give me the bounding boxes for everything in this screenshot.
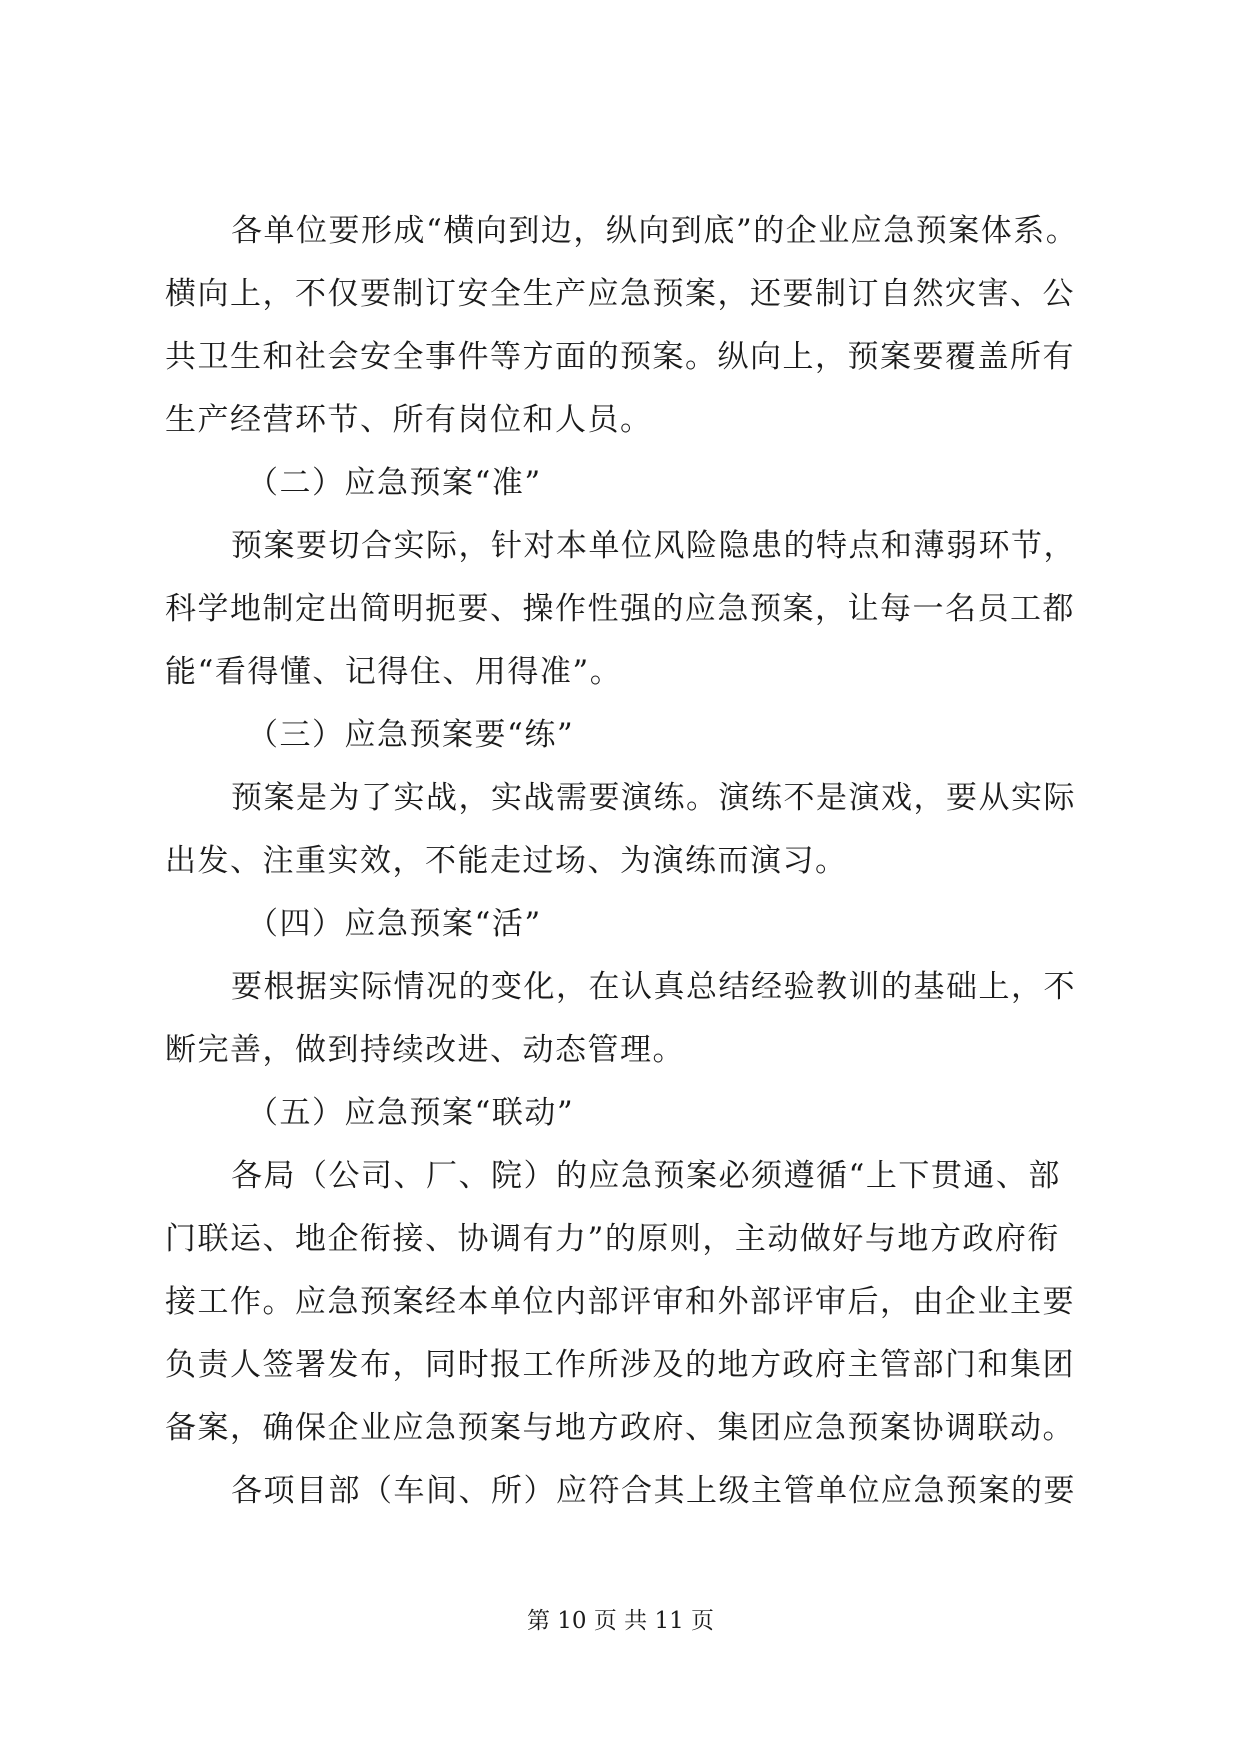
paragraph-line: 各局（公司、厂、院）的应急预案必须遵循“上下贯通、部 xyxy=(231,1158,1061,1194)
page-footer xyxy=(0,1602,1241,1635)
paragraph-line: 各项目部（车间、所）应符合其上级主管单位应急预案的要 xyxy=(231,1473,1076,1509)
paragraph-line: 预案要切合实际，针对本单位风险隐患的特点和薄弱环节， xyxy=(231,528,1076,564)
paragraph-line: 横向上，不仅要制订安全生产应急预案，还要制订自然灾害、公 xyxy=(165,276,1075,312)
paragraph-line: 预案是为了实战，实战需要演练。演练不是演戏，要从实际 xyxy=(231,780,1076,816)
paragraph-line: 负责人签署发布，同时报工作所涉及的地方政府主管部门和集团 xyxy=(165,1347,1075,1383)
paragraph-line: 接工作。应急预案经本单位内部评审和外部评审后，由企业主要 xyxy=(165,1284,1075,1320)
page-number-label: 第 10 页 共 11 页 xyxy=(526,1608,715,1634)
paragraph-line: 门联运、地企衔接、协调有力”的原则，主动做好与地方政府衔 xyxy=(165,1221,1060,1257)
paragraph-line: 共卫生和社会安全事件等方面的预案。纵向上，预案要覆盖所有 xyxy=(165,339,1075,375)
paragraph-line: 科学地制定出简明扼要、操作性强的应急预案，让每一名员工都 xyxy=(165,591,1075,627)
paragraph-line: 断完善，做到持续改进、动态管理。 xyxy=(165,1032,685,1068)
paragraph-line: 生产经营环节、所有岗位和人员。 xyxy=(165,402,653,438)
paragraph-line: 备案，确保企业应急预案与地方政府、集团应急预案协调联动。 xyxy=(165,1410,1075,1446)
section-heading: （四）应急预案“活” xyxy=(247,906,542,942)
document-body xyxy=(165,200,1085,1523)
paragraph-line: 能“看得懂、记得住、用得准”。 xyxy=(165,654,623,690)
paragraph-line: 要根据实际情况的变化，在认真总结经验教训的基础上，不 xyxy=(231,969,1076,1005)
paragraph-line: 出发、注重实效，不能走过场、为演练而演习。 xyxy=(165,843,848,879)
paragraph-line: 各单位要形成“横向到边，纵向到底”的企业应急预案体系。 xyxy=(231,213,1079,249)
section-heading: （二）应急预案“准” xyxy=(247,465,542,501)
section-heading: （五）应急预案“联动” xyxy=(247,1095,575,1131)
section-heading: （三）应急预案要“练” xyxy=(247,717,575,753)
